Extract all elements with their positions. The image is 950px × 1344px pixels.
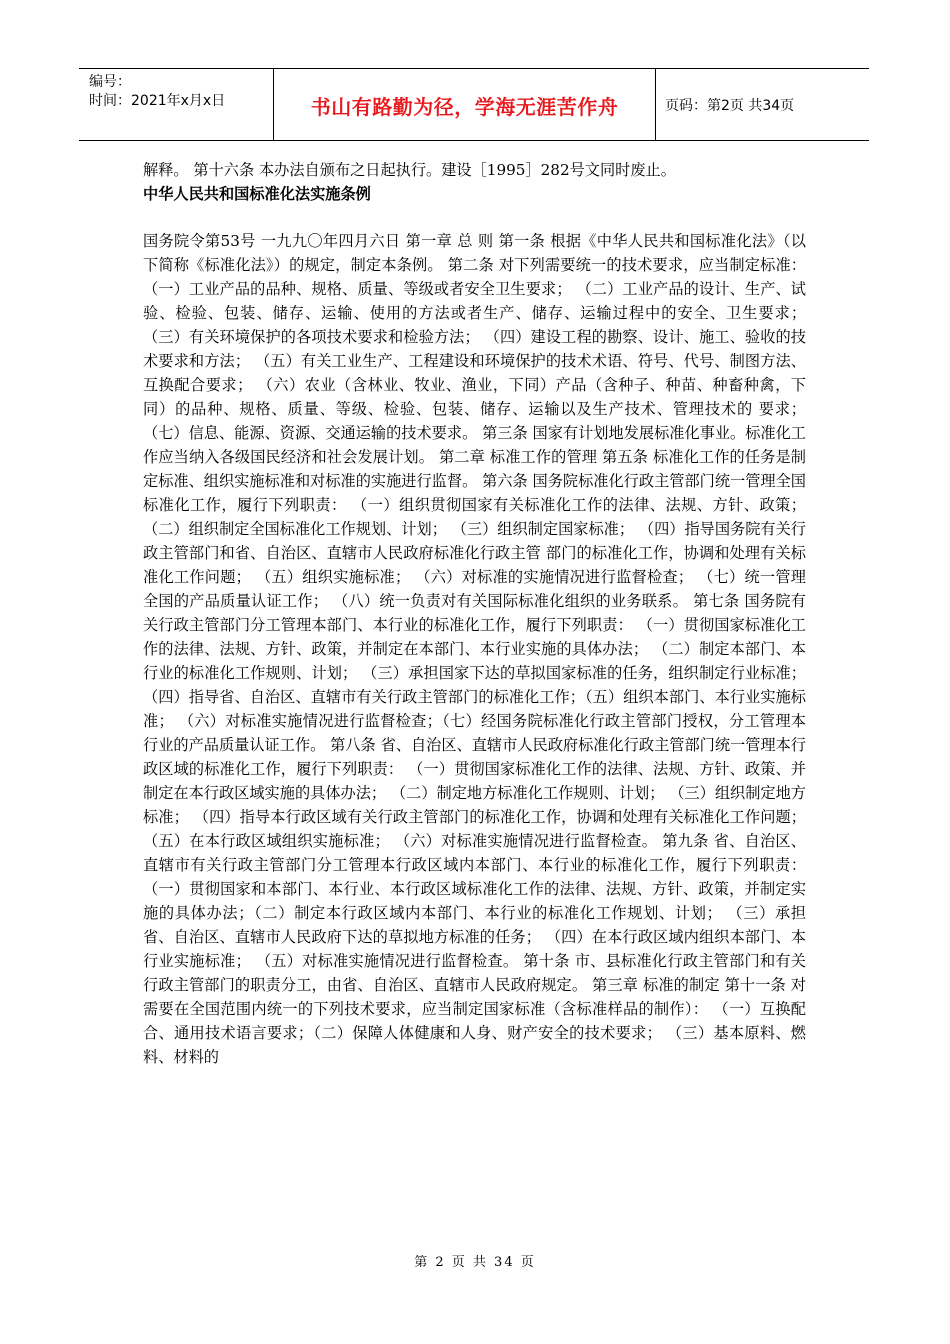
document-body [143, 158, 806, 1069]
document-number-label: 编号： [89, 74, 131, 90]
intro-paragraph: 解释。 第十六条 本办法自颁布之日起执行。建设［1995］282号文同时废止。 [143, 161, 676, 179]
main-paragraph: 国务院令第53号 一九九〇年四月六日 第一章 总 则 第一条 根据《中华人民共和国标准化法》（以下简称《标准化法》）的规定，制定本条例。 第二条 对下列需要统一的技术要求，应当制定标准： （一）工业产品的品种、规格、质量、等级或者安全卫生要求； （二）工业产品的设计、生产、试验、检验、包装、储存、运输、使用的方法或者生产、储存、运输过程中的安全、卫生要求； （三）有关环境保护的各项技术要求和检验方法； （四）建设工程的勘察、设计、施工、验收的技术要求和方法； （五）有关工业生产、工程建设和环境保护的技术术语、符号、代号、制图方法、互换配合要求； （六）农业（含林业、牧业、渔业，下同）产品（含种子、种苗、种畜种禽，下同）的品种、规格、质量、等级、检验、包装、储存、运输以及生产技术、管理技术的 要求； （七）信息、能源、资源、交通运输的技术要求。 第三条 国家有计划地发展标准化事业。标准化工作应当纳入各级国民经济和社会发展计划。 第二章 标准工作的管理 第五条 标准化工作的任务是制定标准、组织实施标准和对标准的实施进行监督。 第六条 国务院标准化行政主管部门统一管理全国标准化工作，履行下列职责： （一）组织贯彻国家有关标准化工作的法律、法规、方针、政策；（二）组织制定全国标准化工作规划、计划； （三）组织制定国家标准； （四）指导国务院有关行政主管部门和省、自治区、直辖市人民政府标准化行政主管 部门的标准化工作，协调和处理有关标准化工作问题； （五）组织实施标准； （六）对标准的实施情况进行监督检查； （七）统一管理全国的产品质量认证工作； （八）统一负责对有关国际标准化组织的业务联系。 第七条 国务院有关行政主管部门分工管理本部门、本行业的标准化工作，履行下列职责： （一）贯彻国家标准化工作的法律、法规、方针、政策，并制定在本部门、本行业实施的具体办法； （二）制定本部门、本行业的标准化工作规则、计划； （三）承担国家下达的草拟国家标准的任务，组织制定行业标准； （四）指导省、自治区、直辖市有关行政主管部门的标准化工作；（五）组织本部门、本行业实施标准； （六）对标准实施情况进行监督检查；（七）经国务院标准化行政主管部门授权，分工管理本行业的产品质量认证工作。 第八条 省、自治区、直辖市人民政府标准化行政主管部门统一管理本行政区域的标准化工作，履行下列职责： （一）贯彻国家标准化工作的法律、法规、方针、政策、并制定在本行政区域实施的具体办法； （二）制定地方标准化工作规则、计划； （三）组织制定地方标准； （四）指导本行政区域有关行政主管部门的标准化工作，协调和处理有关标准化工作问题； （五）在本行政区域组织实施标准； （六）对标准实施情况进行监督检查。 第九条 省、自治区、直辖市有关行政主管部门分工管理本行政区域内本部门、本行业的标准化工作，履行下列职责： （一）贯彻国家和本部门、本行业、本行政区域标准化工作的法律、法规、方针、政策，并制定实施的具体办法；（二）制定本行政区域内本部门、本行业的标准化工作规划、计划； （三）承担省、自治区、直辖市人民政府下达的草拟地方标准的任务； （四）在本行政区域内组织本部门、本行业实施标准； （五）对标准实施情况进行监督检查。 第十条 市、县标准化行政主管部门和有关行政主管部门的职责分工，由省、自治区、直辖市人民政府规定。 第三章 标准的制定 第十一条 对需要在全国范围内统一的下列技术要求，应当制定国家标准（含标准样品的制作）： （一）互换配合、通用技术语言要求；（二）保障人体健康和人身、财产安全的技术要求； （三）基本原料、燃料、材料的 [143, 232, 806, 1066]
document-time-label: 时间：2021年x月x日 [89, 93, 226, 109]
header-meta [89, 73, 225, 111]
page-footer: 第 2 页 共 34 页 [414, 1255, 536, 1270]
section-title: 中华人民共和国标准化法实施条例 [143, 185, 371, 203]
header-motto: 书山有路勤为径，学海无涯苦作舟 [310, 95, 619, 119]
page-header [79, 68, 869, 141]
header-divider [655, 69, 656, 140]
header-page-info: 页码：第2页 共34页 [665, 98, 795, 114]
